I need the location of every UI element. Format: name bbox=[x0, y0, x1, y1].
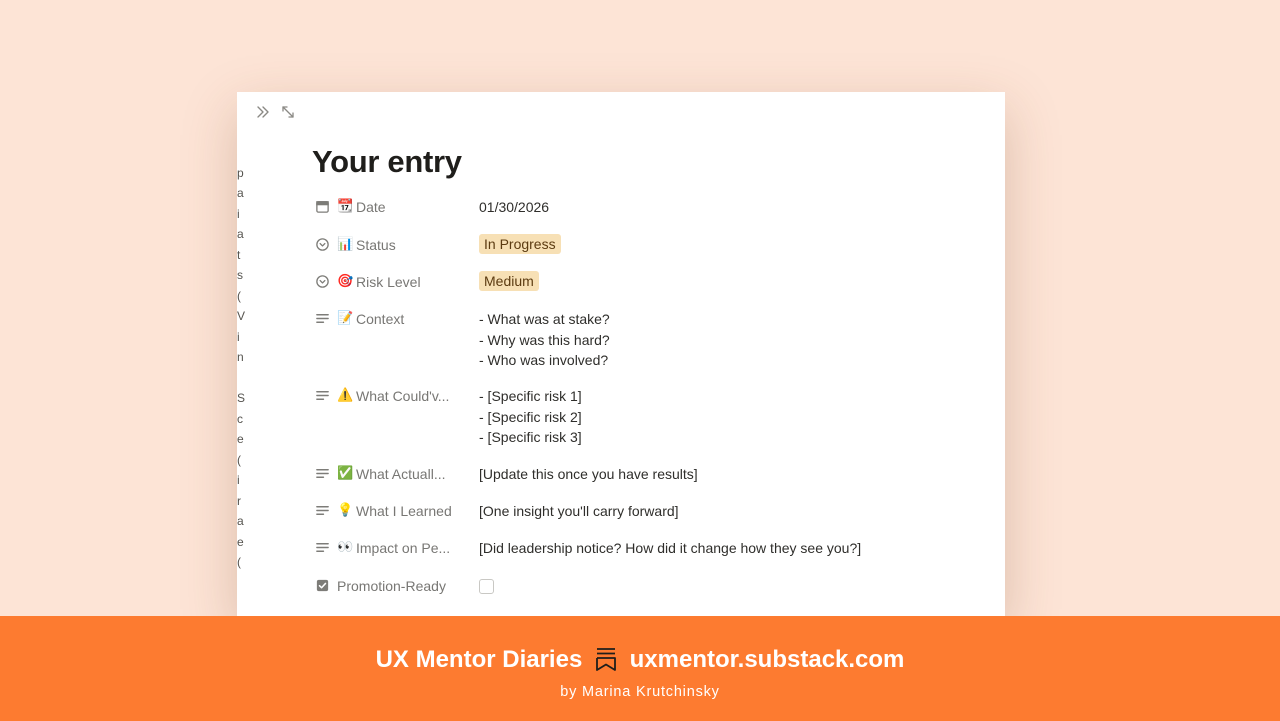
warning-emoji: ⚠️ bbox=[337, 388, 354, 403]
text-icon bbox=[314, 387, 330, 403]
peek-letter bbox=[237, 368, 243, 389]
property-name: What Actuall... bbox=[356, 466, 446, 482]
double-chevron-right-icon[interactable] bbox=[254, 104, 272, 122]
peek-letter: n bbox=[237, 350, 244, 364]
select-icon bbox=[314, 273, 330, 289]
risks-value[interactable] bbox=[479, 385, 582, 448]
risk-tag: Medium bbox=[479, 271, 539, 291]
peek-letter: t bbox=[237, 247, 241, 262]
property-name: What I Learned bbox=[356, 503, 452, 519]
peek-letter: ( bbox=[237, 288, 241, 303]
property-name: Context bbox=[356, 311, 405, 327]
peek-letter: V bbox=[237, 309, 246, 323]
property-name: What Could'v... bbox=[356, 388, 450, 404]
bar-chart-emoji: 📊 bbox=[337, 237, 354, 252]
brand-name: UX Mentor Diaries bbox=[375, 646, 583, 673]
peek-letter: ( bbox=[237, 452, 241, 467]
property-name: Risk Level bbox=[356, 274, 421, 290]
impact-value[interactable]: [Did leadership notice? How did it change how they see you?] bbox=[479, 540, 862, 556]
property-risk-level[interactable] bbox=[312, 271, 962, 293]
byline: by Marina Krutchinsky bbox=[560, 684, 720, 700]
peek-letter bbox=[237, 142, 243, 163]
property-date[interactable] bbox=[312, 196, 962, 218]
promotion-checkbox[interactable] bbox=[479, 579, 494, 594]
context-value[interactable] bbox=[479, 308, 610, 371]
peek-letter: S bbox=[237, 391, 246, 405]
context-line: - Who was involved? bbox=[479, 352, 609, 368]
risk-line: - [Specific risk 1] bbox=[479, 388, 582, 404]
date-value[interactable]: 01/30/2026 bbox=[479, 199, 550, 215]
eyes-emoji: 👀 bbox=[337, 540, 354, 555]
footer-banner bbox=[0, 616, 1280, 721]
peek-letter: ( bbox=[237, 555, 241, 569]
status-tag: In Progress bbox=[479, 234, 561, 254]
substack-bookmark-icon bbox=[595, 646, 617, 679]
text-icon bbox=[314, 502, 330, 518]
property-context[interactable] bbox=[312, 308, 962, 374]
property-name: Impact on Pe... bbox=[356, 540, 451, 556]
peek-letter: a bbox=[237, 227, 244, 241]
property-promotion-ready[interactable] bbox=[312, 575, 962, 597]
memo-emoji: 📝 bbox=[337, 311, 354, 326]
property-name: Date bbox=[356, 199, 386, 215]
peek-letter: c bbox=[237, 411, 243, 426]
risk-line: - [Specific risk 3] bbox=[479, 429, 582, 445]
property-name: Status bbox=[356, 237, 396, 253]
risk-line: - [Specific risk 2] bbox=[479, 408, 582, 425]
property-impact-on-perception[interactable] bbox=[312, 537, 962, 559]
risk-value[interactable] bbox=[479, 271, 539, 292]
select-icon bbox=[314, 236, 330, 252]
promotion-value bbox=[479, 575, 494, 594]
peek-letter: s bbox=[237, 268, 243, 282]
property-status[interactable] bbox=[312, 234, 962, 256]
peek-letter: e bbox=[237, 534, 244, 549]
property-what-i-learned[interactable] bbox=[312, 500, 962, 522]
text-icon bbox=[314, 465, 330, 481]
text-icon bbox=[314, 539, 330, 555]
footer-title bbox=[0, 646, 1280, 679]
check-mark-emoji: ✅ bbox=[337, 466, 354, 481]
property-what-could-have[interactable] bbox=[312, 385, 962, 451]
page-title[interactable]: Your entry bbox=[312, 144, 462, 179]
background-page-peek bbox=[237, 142, 246, 573]
peek-letter: p bbox=[237, 165, 244, 180]
calendar-icon bbox=[314, 198, 330, 214]
context-line: - What was at stake? bbox=[479, 311, 610, 327]
calendar-emoji: 📆 bbox=[337, 199, 354, 214]
peek-letter: r bbox=[237, 493, 241, 508]
light-bulb-emoji: 💡 bbox=[337, 503, 354, 518]
peek-letter: i bbox=[237, 206, 240, 221]
property-what-actually[interactable] bbox=[312, 463, 962, 485]
notion-page-window bbox=[237, 92, 1005, 616]
expand-arrows-icon[interactable] bbox=[279, 104, 297, 122]
peek-letter: i bbox=[237, 329, 240, 344]
peek-letter: i bbox=[237, 473, 240, 487]
checkbox-icon bbox=[314, 577, 330, 593]
peek-letter: a bbox=[237, 514, 244, 528]
peek-letter: a bbox=[237, 186, 244, 200]
substack-url[interactable]: uxmentor.substack.com bbox=[629, 646, 905, 673]
text-icon bbox=[314, 310, 330, 326]
context-line: - Why was this hard? bbox=[479, 331, 610, 348]
target-emoji: 🎯 bbox=[337, 274, 354, 289]
actually-value[interactable]: [Update this once you have results] bbox=[479, 466, 698, 482]
learned-value[interactable]: [One insight you'll carry forward] bbox=[479, 503, 679, 519]
peek-letter: e bbox=[237, 432, 244, 446]
status-value[interactable] bbox=[479, 234, 561, 255]
property-name: Promotion-Ready bbox=[337, 578, 446, 594]
